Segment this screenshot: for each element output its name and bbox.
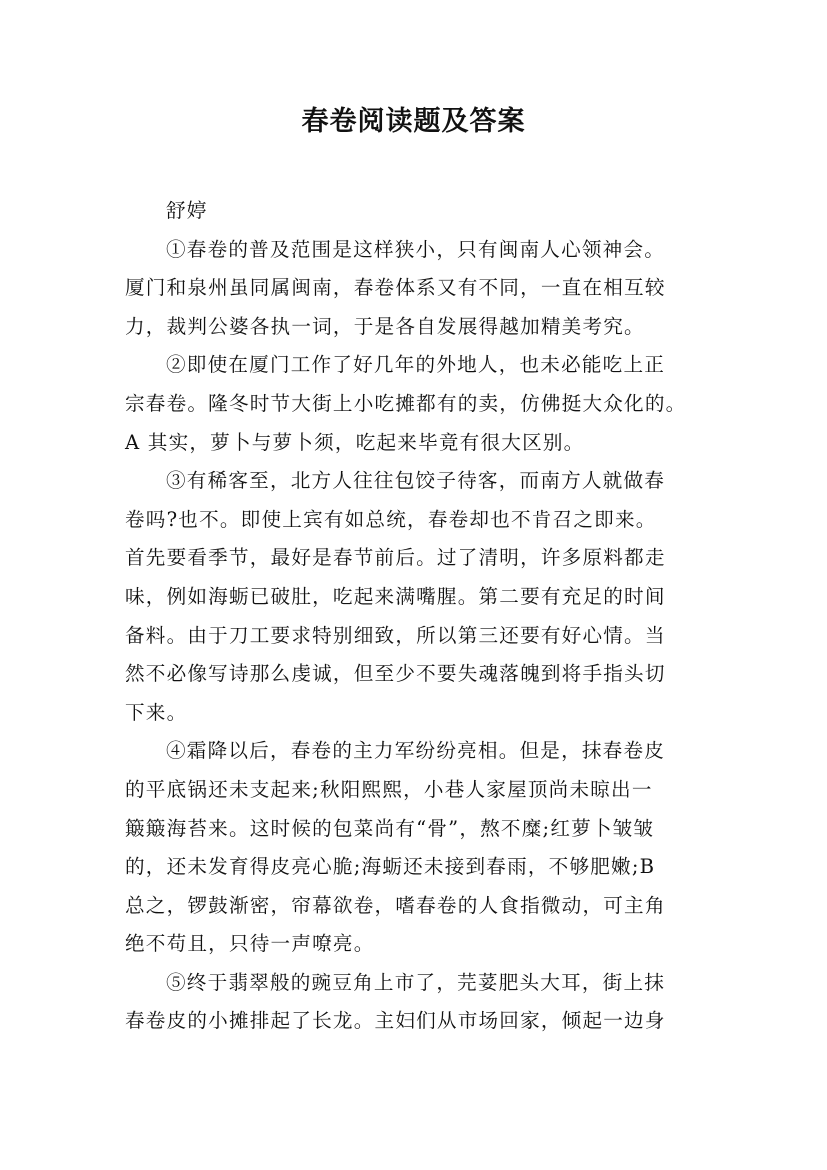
text-line: 绝不苟且，只待一声嘹亮。 bbox=[125, 932, 375, 956]
text-line: ⑤终于翡翠般的豌豆角上市了，芫荽肥头大耳，街上抹 bbox=[166, 970, 666, 994]
text-line: 首先要看季节，最好是春节前后。过了清明，许多原料都走 bbox=[125, 546, 666, 570]
text-line: 卷吗?也不。即使上宾有如总统，春卷却也不肯召之即来。 bbox=[125, 507, 657, 531]
text-line: ③有稀客至，北方人往往包饺子待客，而南方人就做春 bbox=[166, 469, 666, 493]
text-line: 味，例如海蛎已破肚，吃起来满嘴腥。第二要有充足的时间 bbox=[125, 584, 666, 608]
document-title: 春卷阅读题及答案 bbox=[301, 106, 526, 137]
text-line: 的，还未发育得皮亮心脆;海蛎还未接到春雨，不够肥嫩;B bbox=[125, 855, 656, 879]
text-line: 力，裁判公婆各执一词，于是各自发展得越加精美考究。 bbox=[125, 314, 645, 338]
text-line: 簸簸海苔来。这时候的包菜尚有“骨”，熬不糜;红萝卜皱皱 bbox=[125, 816, 655, 840]
text-line: 宗春卷。隆冬时节大街上小吃摊都有的卖，仿佛挺大众化的。 bbox=[125, 391, 687, 415]
text-line: 的平底锅还未支起来;秋阳熙熙，小巷人家屋顶尚未晾出一 bbox=[125, 777, 653, 801]
text-line: 然不必像写诗那么虔诚，但至少不要失魂落魄到将手指头切 bbox=[125, 662, 666, 686]
text-line: 厦门和泉州虽同属闽南，春卷体系又有不同，一直在相互较 bbox=[125, 276, 666, 300]
document-body bbox=[125, 192, 715, 1041]
author-line: 舒婷 bbox=[166, 199, 208, 222]
text-line: ②即使在厦门工作了好几年的外地人，也未必能吃上正 bbox=[166, 353, 666, 377]
text-line: ④霜降以后，春卷的主力军纷纷亮相。但是，抹春卷皮 bbox=[166, 739, 666, 763]
text-line: ①春卷的普及范围是这样狭小，只有闽南人心领神会。 bbox=[166, 237, 666, 261]
text-line: 春卷皮的小摊排起了长龙。主妇们从市场回家，倾起一边身 bbox=[125, 1009, 666, 1033]
paragraph-lines bbox=[125, 231, 715, 1041]
text-line: 总之，锣鼓渐密，帘幕欲卷，嗜春卷的人食指微动，可主角 bbox=[125, 893, 666, 917]
text-line: 下来。 bbox=[125, 700, 188, 724]
text-line: 备料。由于刀工要求特别细致，所以第三还要有好心情。当 bbox=[125, 623, 666, 647]
text-line: A 其实，萝卜与萝卜须，吃起来毕竟有很大区别。 bbox=[125, 430, 585, 454]
